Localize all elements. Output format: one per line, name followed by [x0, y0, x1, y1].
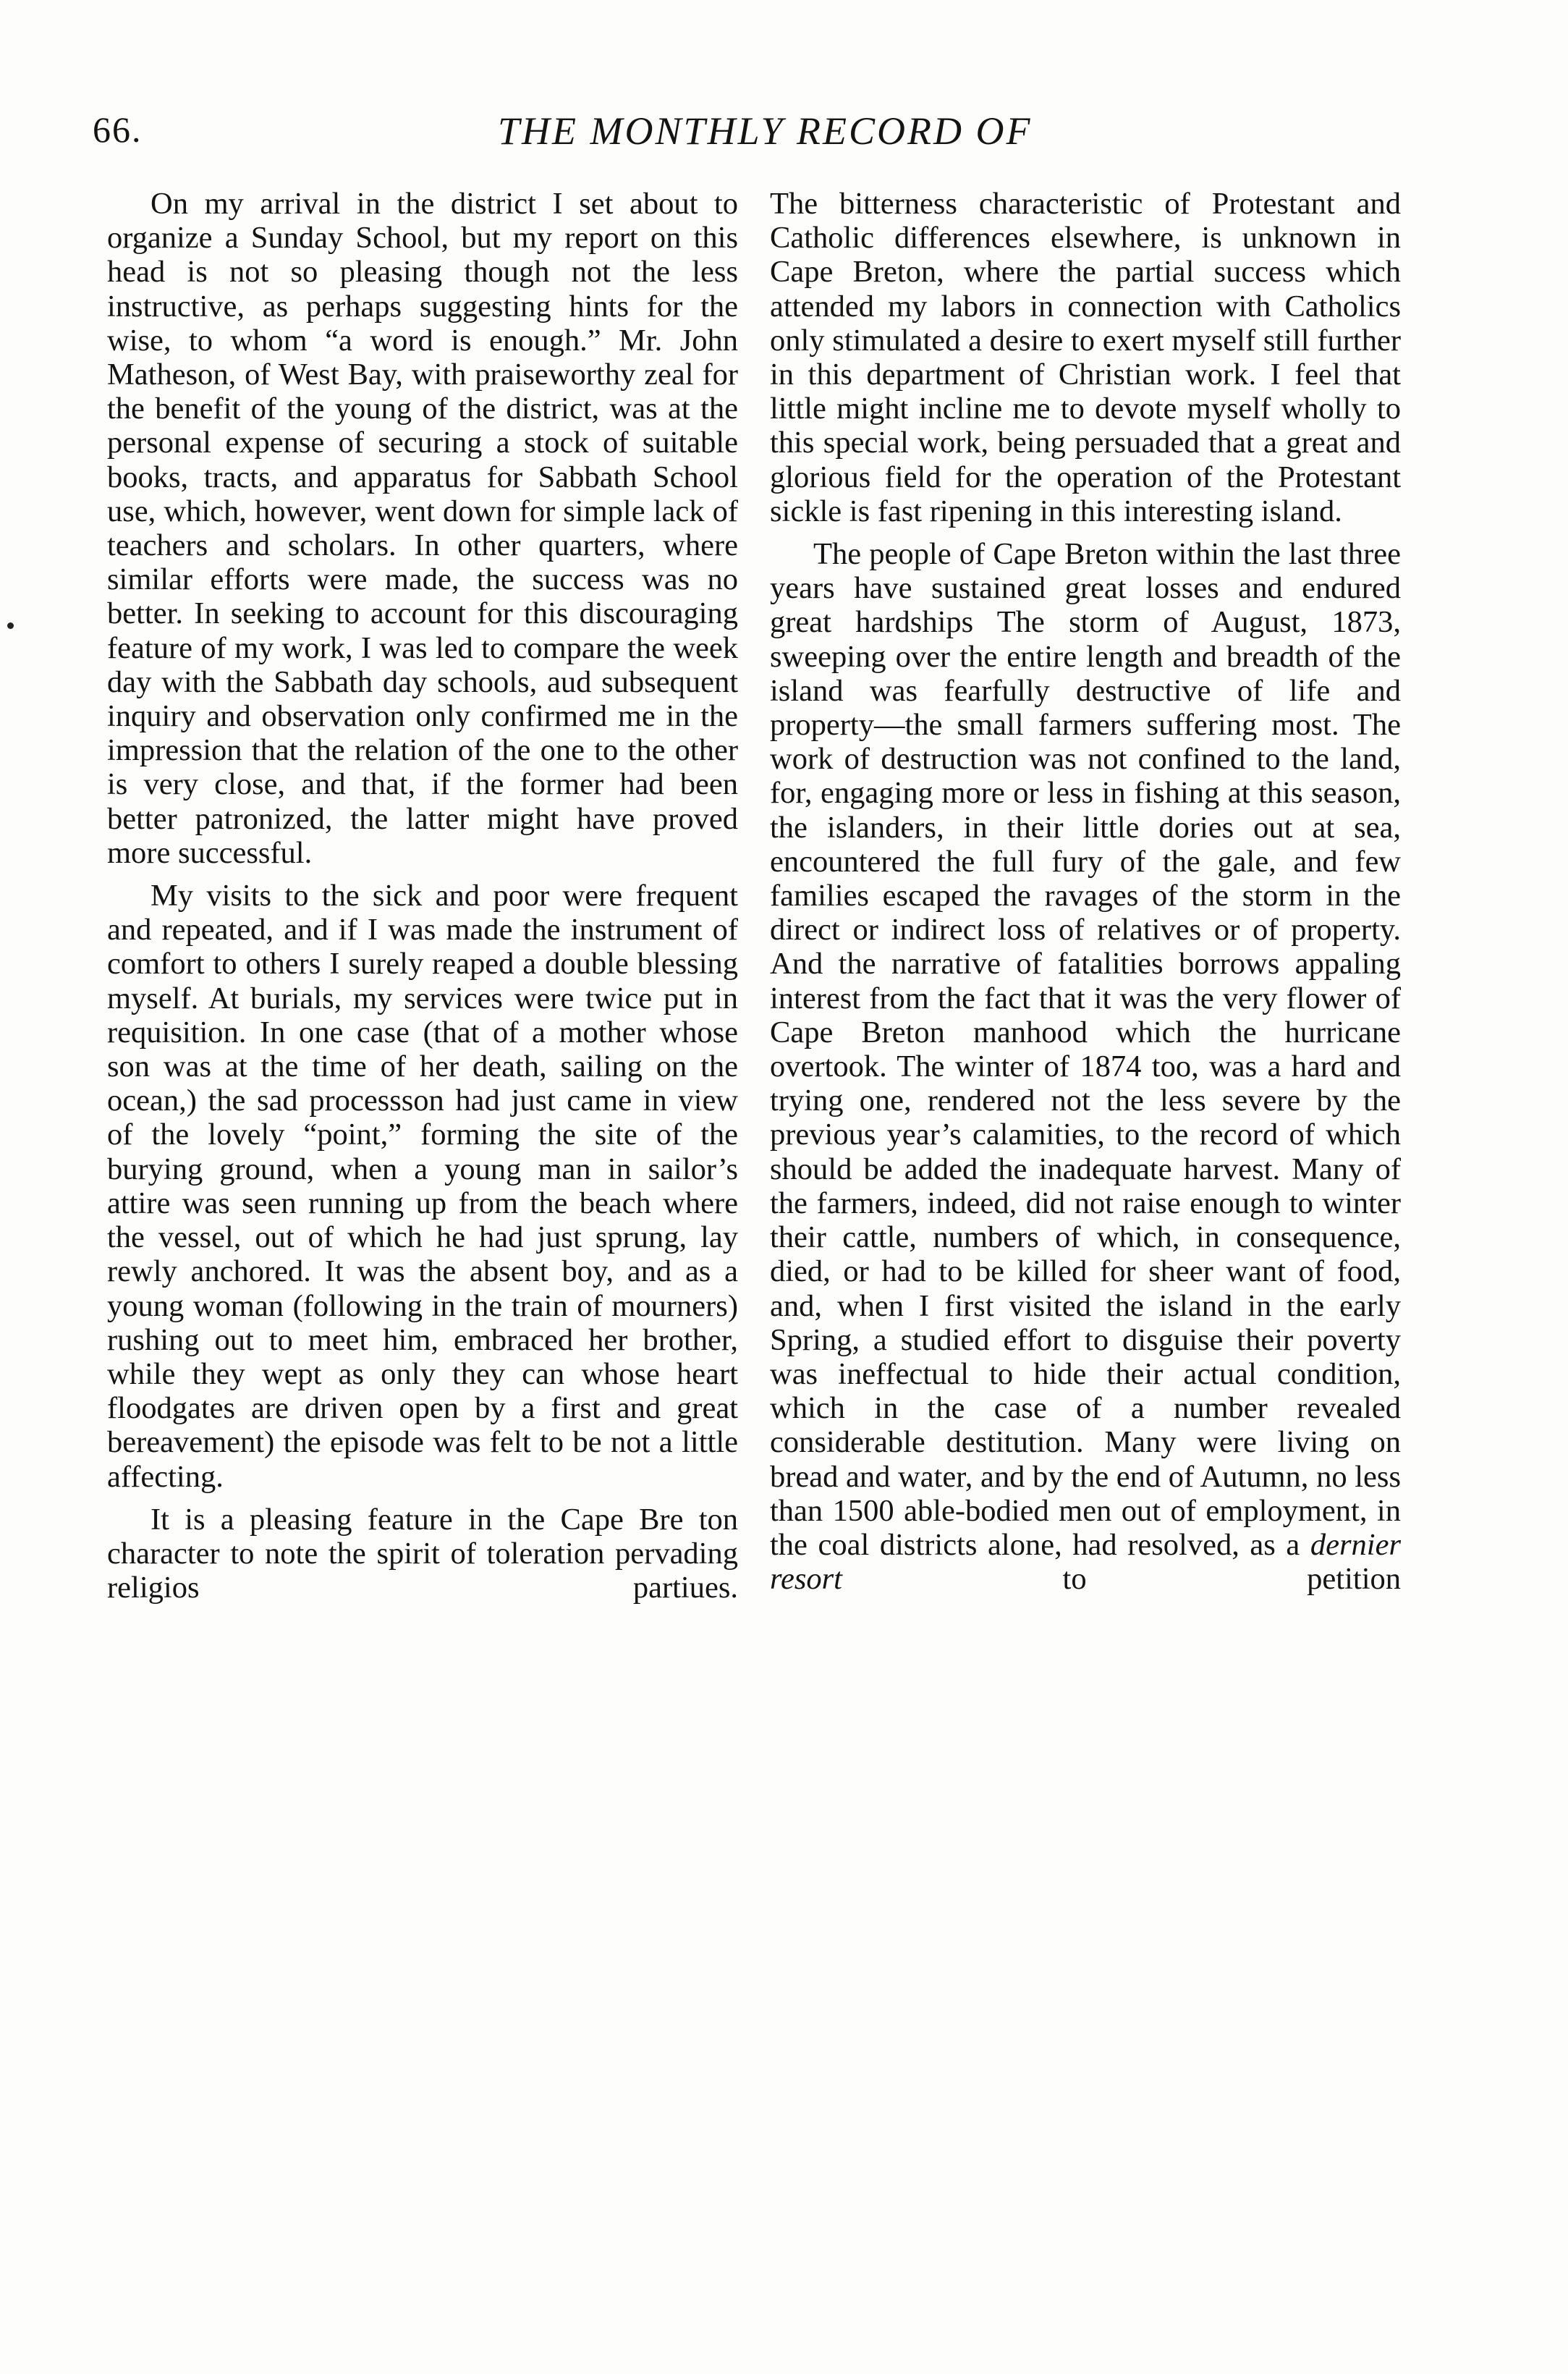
left-column	[107, 187, 738, 1605]
paragraph-visits: My visits to the sick and poor were frequent and repeated, and if I was made the instrument of comfort to others I surely reaped a double blessing myself. At burials, my services were twice put in requisition. In one case (that of a mother whose son was at the time of her death, sailing on the ocean,) the sad processson had just came in view of the lovely “point,” forming the site of the burying ground, when a young man in sailor’s attire was seen running up from the beach where the vessel, out of which he had just sprung, lay rewly anchored. It was the absent boy, and as a young woman (following in the train of mourners) rushing out to meet him, embraced her brother, while they wept as only they can whose heart floodgates are driven open by a first and great bereavement) the episode was felt to be not a little affecting.	[107, 879, 738, 1494]
italic-phrase: dernier resort	[770, 1527, 1401, 1597]
paragraph-sunday-school: On my arrival in the district I set about to organize a Sunday School, but my report on this head is not so pleasing though not the less instructive, as perhaps suggesting hints for the wise, to whom “a word is enough.” Mr. John Matheson, of West Bay, with praiseworthy zeal for the benefit of the young of the district, was at the personal expense of securing a stock of suitable books, tracts, and apparatus for Sabbath School use, which, however, went down for simple lack of teachers and scholars. In other quarters, where similar efforts were made, the success was no better. In seeking to account for this discouraging feature of my work, I was led to compare the week day with the Sabbath day schools, aud subsequent inquiry and observation only confirmed me in the impression that the relation of the one to the other is very close, and that, if the former had been better patronized, the latter might have proved more successful.	[107, 187, 738, 870]
paragraph-people-of-cape-breton: The people of Cape Breton within the last three years have sustained great losses and endured great hardships The storm of August, 1873, sweeping over the entire length and breadth of the island was fearfully destructive of life and property—the small farmers suffering most. The work of destruction was not confined to the land, for, engaging more or less in fishing at this season, the islanders, in their little dories out at sea, encountered the full fury of the gale, and few families escaped the ravages of the storm in the direct or indirect loss of relatives or of property. And the narrative of fatalities borrows appaling interest from the fact that it was the very flower of Cape Breton manhood which the hurricane overtook. The winter of 1874 too, was a hard and trying one, rendered not the less severe by the previous year’s calamities, to the record of which should be added the inadequate harvest. Many of the farmers, indeed, did not raise enough to winter their cattle, numbers of which, in consequence, died, or had to be killed for sheer want of food, and, when I first visited the island in the early Spring, a studied effort to disguise their poverty was ineffectual to hide their actual condition, which in the case of a number revealed considerable destitution. Many were living on bread and water, and by the end of Autumn, no less than 1500 able-bodied men out of employment, in the coal districts alone, had resolved, as a dernier resort to petition	[770, 537, 1401, 1597]
page-header	[93, 109, 1478, 166]
paragraph-bitterness: The bitterness characteristic of Protestant and Catholic differences elsewhere, is unknown in Cape Breton, where the partial success which attended my labors in connection with Catholics only stimulated a desire to exert myself still further in this department of Christian work. I feel that little might incline me to devote myself wholly to this special work, being persuaded that a great and glorious field for the operation of the Protestant sickle is fast ripening in this interesting island.	[770, 187, 1401, 528]
running-title: THE MONTHLY RECORD OF	[498, 109, 1033, 153]
margin-mark	[7, 622, 14, 629]
right-column	[770, 187, 1401, 1596]
page-number: 66.	[93, 109, 143, 150]
paragraph-toleration: It is a pleasing feature in the Cape Bre ton character to note the spirit of toleration pervading religios partiues.	[107, 1502, 738, 1605]
